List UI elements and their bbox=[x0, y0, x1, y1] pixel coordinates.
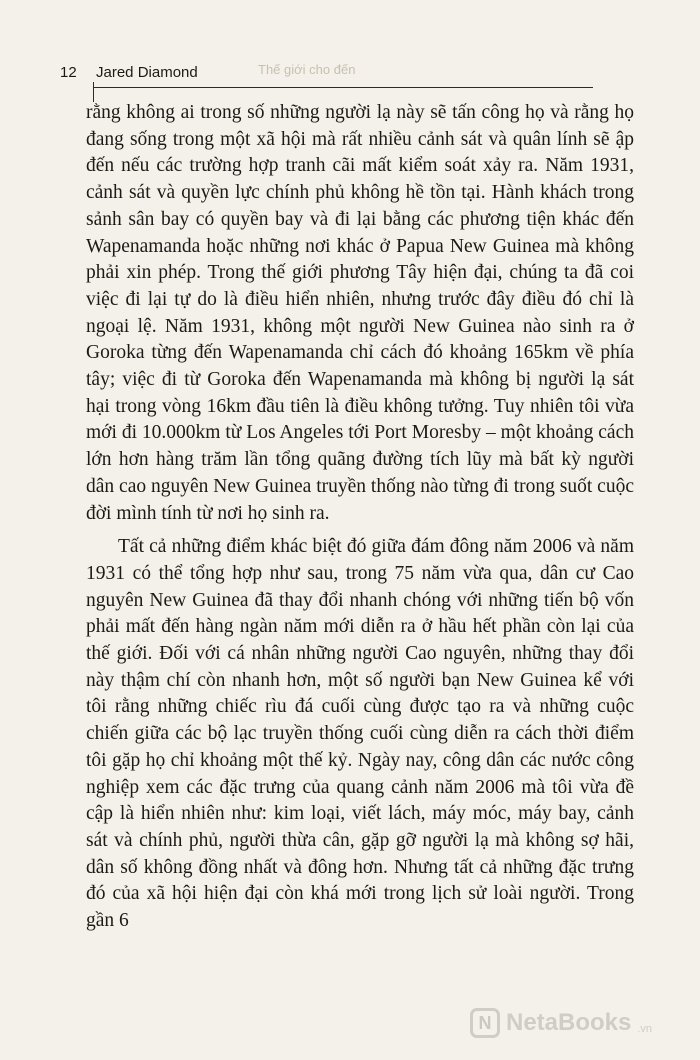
header-underline bbox=[93, 87, 593, 88]
watermark bbox=[470, 1003, 652, 1043]
header-bleed-through-text: Thế giới cho đến bbox=[258, 62, 356, 77]
header-vertical-rule bbox=[93, 82, 94, 102]
page-number: 12 bbox=[60, 64, 77, 81]
running-header bbox=[60, 58, 700, 88]
netabooks-logo-icon: N bbox=[470, 1008, 500, 1038]
paragraph-2: Tất cả những điểm khác biệt đó giữa đám đông năm 2006 và năm 1931 có thể tổng hợp như sau, trong 75 năm vừa qua, dân cư Cao nguyên New Guinea đã thay đổi nhanh chóng với những tiến bộ vốn phải mất đến hàng ngàn năm mới diễn ra ở hầu hết phần còn lại của thế giới. Đối với cá nhân những người Cao nguyên, những thay đổi này thậm chí còn nhanh hơn, một số người bạn New Guinea kể với tôi rằng những chiếc rìu đá cuối cùng được tạo ra và những cuộc chiến giữa các bộ lạc truyền thống cuối cùng diễn ra cách thời điểm tôi gặp họ chỉ khoảng một thế kỷ. Ngày nay, công dân các nước công nghiệp xem các đặc trưng của quang cảnh năm 2006 mà tôi vừa đề cập là hiển nhiên như: kim loại, viết lách, máy móc, máy bay, cảnh sát và chính phủ, người thừa cân, gặp gỡ người lạ mà không sợ hãi, dân số không đồng nhất và đông hơn. Nhưng tất cả những đặc trưng đó của xã hội hiện đại còn khá mới trong lịch sử loài người. Trong gần 6 bbox=[86, 536, 634, 932]
watermark-name: NetaBooks bbox=[506, 1009, 632, 1036]
watermark-tld: .vn bbox=[637, 1023, 653, 1035]
body-text bbox=[86, 100, 634, 935]
header-author: Jared Diamond bbox=[96, 64, 198, 81]
paragraph-1: rằng không ai trong số những người lạ này sẽ tấn công họ và rằng họ đang sống trong một xã hội mà rất nhiều cảnh sát và quân lính sẽ ập đến nếu các trường hợp tranh cãi mất kiểm soát xảy ra. Năm 1931, cảnh sát và quyền lực chính phủ không hề tồn tại. Hành khách trong sảnh sân bay có quyền bay và đi lại bằng các phương tiện khác đến Wapenamanda hoặc những nơi khác ở Papua New Guinea mà không phải xin phép. Trong thế giới phương Tây hiện đại, chúng ta đã coi việc đi lại tự do là điều hiển nhiên, nhưng trước đây điều đó chỉ là ngoại lệ. Năm 1931, không một người New Guinea nào sinh ra ở Goroka từng đến Wapenamanda chỉ cách đó khoảng 165km về phía tây; việc đi từ Goroka đến Wapenamanda mà không bị người lạ sát hại trong vòng 16km đầu tiên là điều không tưởng. Tuy nhiên tôi vừa mới đi 10.000km từ Los Angeles tới Port Moresby – một khoảng cách lớn hơn hàng trăm lần tổng quãng đường tích lũy mà bất kỳ người dân cao nguyên New Guinea truyền thống nào từng đi trong suốt cuộc đời mình tính từ nơi họ sinh ra. bbox=[86, 102, 634, 524]
